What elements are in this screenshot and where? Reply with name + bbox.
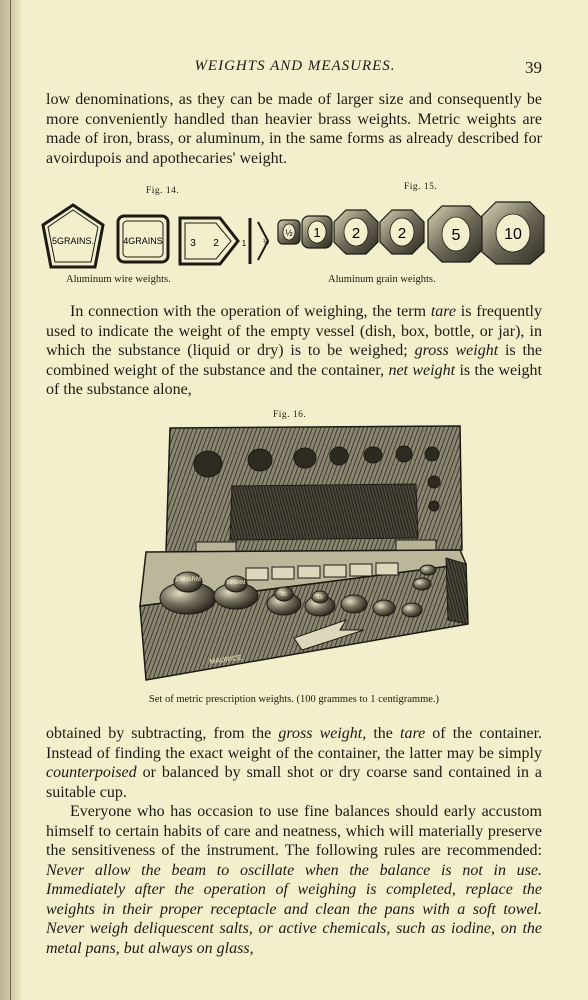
paragraph-1: low denominations, as they can be made of larger size and consequently be more conveniently handled than heavier brass weights. Metric weights are made of iron, brass, or aluminum, in the same forms as already described for avoirdupois and apothecaries' weight.	[46, 91, 542, 167]
paragraph-3-text-g: or balanced by small shot or dry coarse sand contained in a suitable cup.	[46, 764, 542, 801]
term-tare: tare	[430, 303, 456, 320]
paragraph-2	[46, 302, 542, 400]
fig14-aluminum-wire-weights-illustration	[38, 200, 274, 276]
box-base-right-end	[446, 558, 468, 624]
fig15-weight-text-0: ½	[285, 228, 293, 238]
fig15-weight-text-3: 2	[397, 225, 407, 242]
fig15-weight-text-1: 1	[313, 225, 321, 240]
paragraph-4	[46, 802, 542, 958]
book-spine-edge	[10, 0, 11, 1000]
fig14-weight-text-1: 4GRAINS	[123, 236, 163, 246]
fig16-weight-label-2: 20	[281, 592, 287, 598]
paragraph-4-text-a: Everyone who has occasion to use fine balances should early accustom himself to certain habits of care and neatness, which will materially preserve the sensitiveness of the instrument. The following rules are recommended:	[46, 803, 542, 859]
term-counterpoised: counterpoised	[46, 764, 137, 781]
paragraph-2-text-g: is the weight of the substance alone,	[46, 361, 543, 398]
fig14-label: Fig. 14.	[146, 186, 180, 196]
fig16-box-signature: MAURICE	[209, 654, 243, 666]
fig16-weight-label-3: 10	[317, 595, 323, 601]
fig15-weight-text-2: 2	[351, 225, 361, 242]
term-gross-weight: gross weight	[414, 342, 499, 359]
fig15-caption: Aluminum grain weights.	[328, 274, 436, 285]
fig15-aluminum-grain-weights-illustration	[274, 198, 548, 268]
paragraph-3-text-c: the	[366, 725, 400, 742]
term-net-weight: net weight	[388, 361, 456, 379]
fig16-label: Fig. 16.	[273, 410, 307, 420]
fig14-caption: Aluminum wire weights.	[66, 274, 171, 285]
paragraph-2-text-a: In connection with the operation of weighing, the term	[70, 303, 431, 320]
fig16-metric-prescription-weights-box	[126, 424, 470, 688]
paragraph-2-text-e: is the combined weight of the substance and the container,	[46, 342, 543, 379]
fig14-weight-text-5: ½	[263, 239, 269, 246]
wire-weight-3-and-2	[180, 218, 238, 264]
balance-rules-italic: Never allow the beam to oscillate when the balance is not in use. Immediately after the operation of weighing is completed, replace the weights in their proper receptacle and clean the pans with a soft towel. Never weigh deliquescent salts, or active chemicals, such as iodine, on the metal pans, but always on glass,	[46, 861, 542, 957]
fig16-weight-label-0: 100 GRM	[175, 577, 201, 583]
fig15-label: Fig. 15.	[404, 182, 438, 192]
paragraph-3	[46, 724, 542, 802]
fig16-caption: Set of metric prescription weights. (100 grammes to 1 centigramme.)	[148, 694, 440, 705]
book-spine-shadow	[0, 0, 22, 1000]
paragraph-3-text-a: obtained by subtracting, from the	[46, 725, 279, 742]
fig14-weight-text-0: 5GRAINS.	[51, 236, 95, 246]
box-lid-recess	[230, 484, 418, 540]
page-header	[48, 58, 542, 82]
fig14-weight-text-3: 2	[213, 238, 219, 249]
paragraph-3-text-e: of the container. Instead of finding the exact weight of the container, the latter may be simply	[46, 725, 543, 762]
fig14-weight-text-2: 3	[190, 238, 196, 249]
term-tare-2: tare	[400, 725, 426, 742]
fig15-weight-text-5: 10	[504, 226, 522, 243]
running-head: WEIGHTS AND MEASURES.	[194, 58, 396, 74]
paragraph-2-text-c: is frequently used to indicate the weight of the empty vessel (dish, box, bottle, or jar), in which the substance (liquid or dry) is to be weighed;	[46, 303, 543, 359]
fig16-weight-label-1: 50 GRM	[226, 580, 246, 586]
page-number: 39	[525, 58, 542, 77]
fig15-weight-text-4: 5	[451, 227, 461, 244]
fig14-weight-text-4: 1	[241, 239, 247, 248]
term-gross-weight-2: gross weight,	[278, 725, 367, 742]
